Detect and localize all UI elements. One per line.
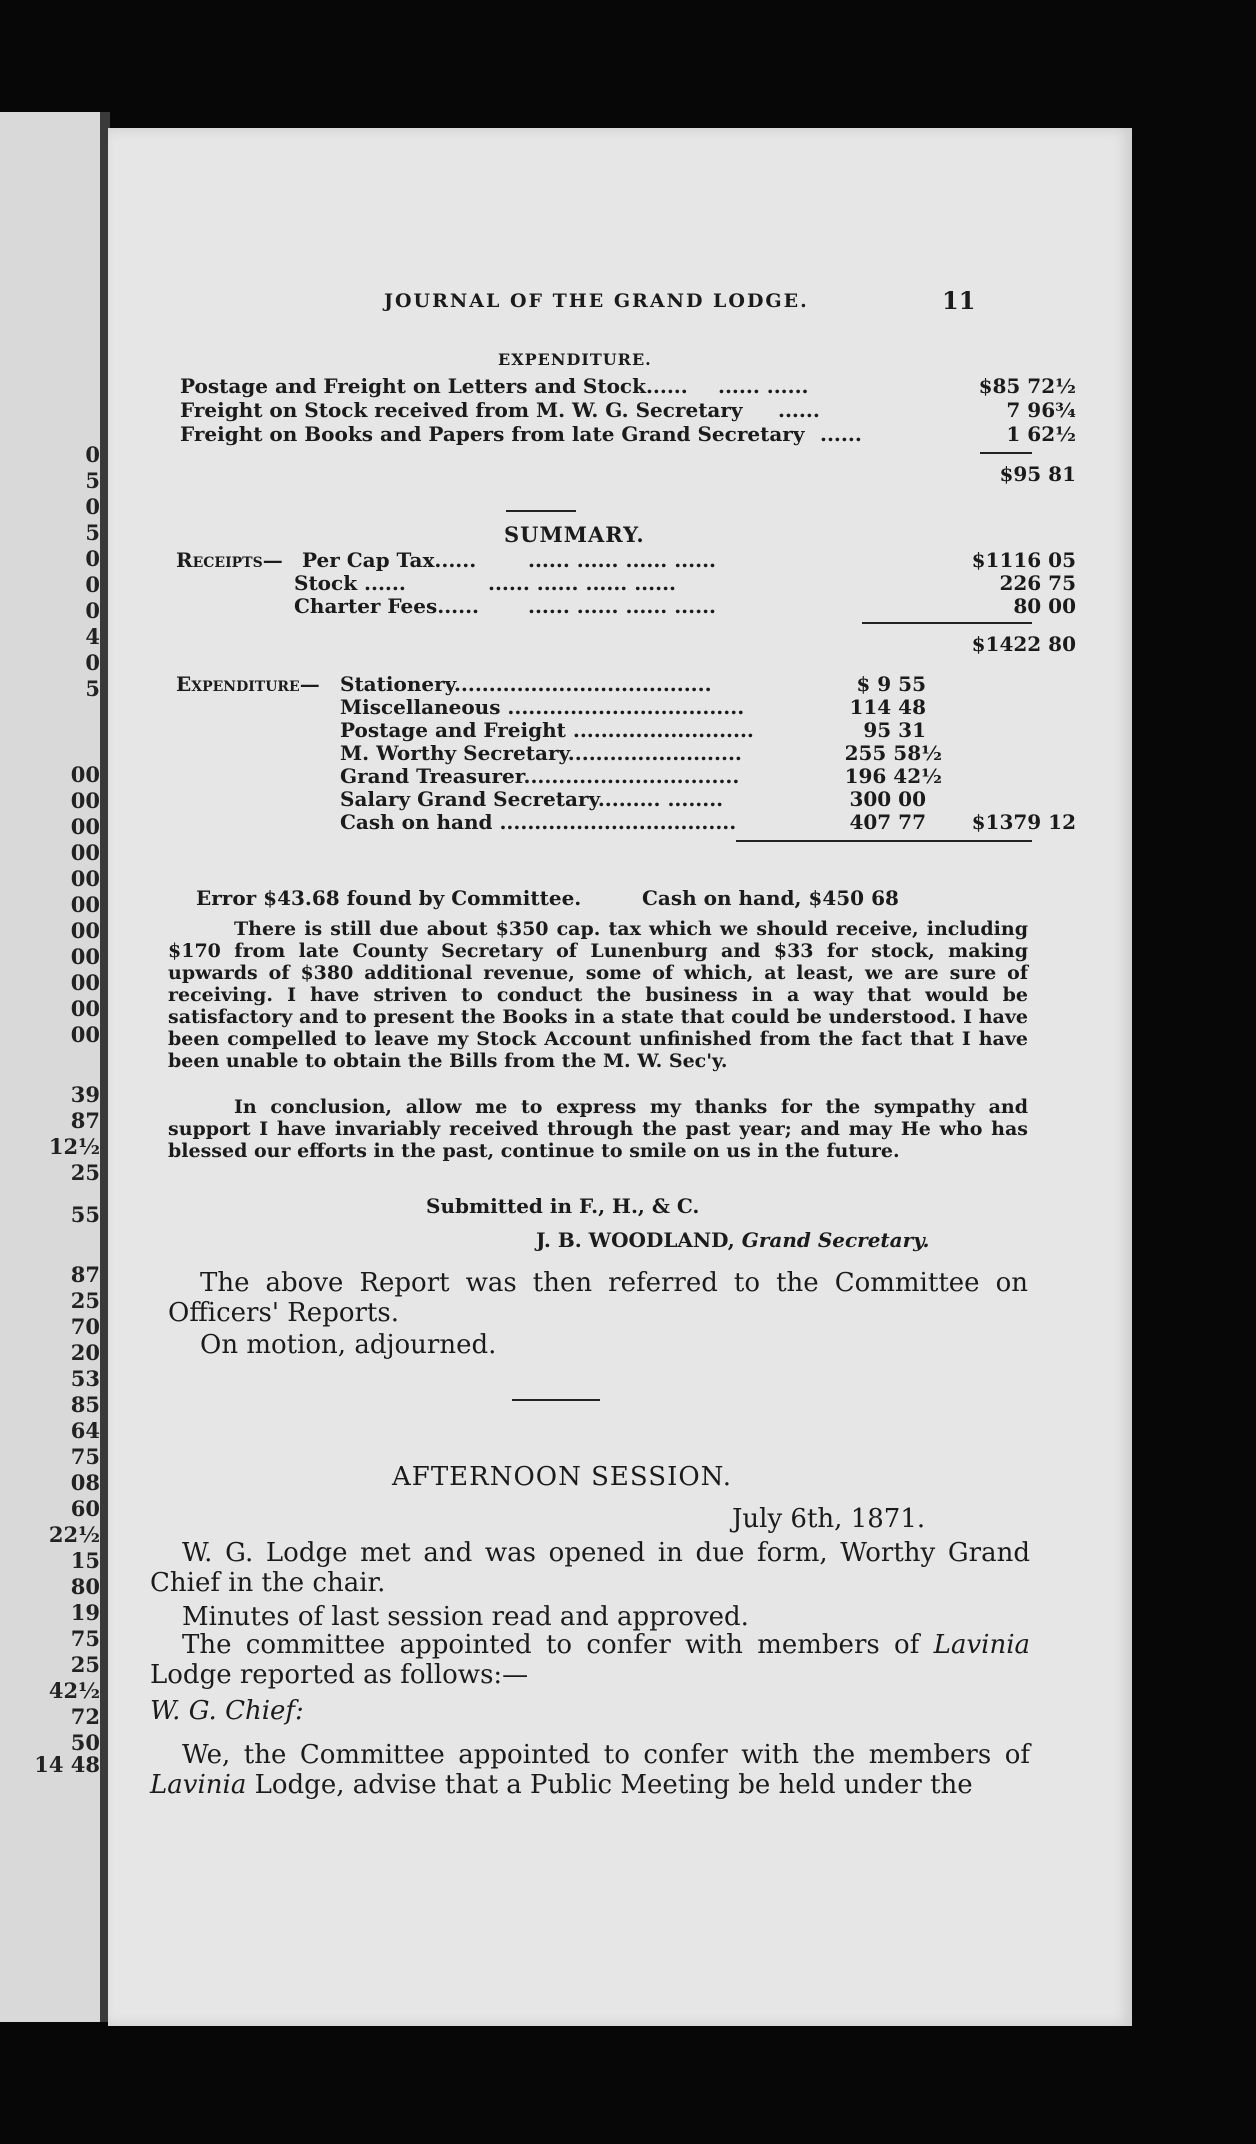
expenditure-item-1-dots: ...... ...... [718,374,809,398]
summary-expenditure-4: M. Worthy Secretary......................... [340,741,742,765]
left-margin-number: 00 [70,944,100,969]
expenditure-item-2: Freight on Stock received from M. W. G. Secretary [180,398,743,422]
left-margin-number: 72 [70,1704,100,1729]
left-margin-numbers-c [49,1082,100,1186]
expenditure-total-rule [980,452,1032,454]
summary-expenditure-7: Cash on hand .................................. [340,810,737,834]
left-margin-number: 00 [70,970,100,995]
left-margin-number: 75 [70,1444,100,1469]
expenditure-summary-label: Expenditure— [176,672,320,696]
left-margin-number: 0 [85,650,100,675]
left-margin-number: 22½ [48,1522,100,1547]
left-margin-total-c: 55 [70,1202,100,1227]
submitted-line: Submitted in F., H., & C. [426,1194,700,1218]
left-margin-number: 00 [70,840,100,865]
report-referral: The above Report was then referred to the Committee on Officers' Reports. [168,1268,1028,1328]
summary-final-rule [736,840,1032,842]
left-margin-number: 00 [70,814,100,839]
journal-page [108,128,1132,2026]
left-margin-number: 20 [70,1340,100,1365]
left-margin-number: 15 [70,1548,100,1573]
left-margin-number: 00 [70,866,100,891]
section-rule-1 [506,510,576,512]
summary-expenditure-5-amount: 196 42½ [844,764,942,788]
left-margin-number: 87 [70,1262,100,1287]
left-margin-numbers-b [71,762,100,1048]
signature [536,1228,929,1252]
receipt-item-1: Per Cap Tax...... [302,548,477,572]
summary-expenditure-2-amount: 114 48 [849,695,926,719]
expenditure-item-2-amount: 7 96¾ [1006,398,1076,422]
left-margin-number: 70 [70,1314,100,1339]
signature-title: Grand Secretary. [741,1228,930,1252]
left-margin-number: 00 [70,918,100,943]
left-margin-number: 87 [70,1108,100,1133]
summary-expenditure-6: Salary Grand Secretary......... ........ [340,787,724,811]
left-margin-numbers-a [85,442,100,702]
left-margin-number: 00 [70,788,100,813]
summary-title: SUMMARY. [504,522,645,547]
summary-expenditure-6-amount: 300 00 [849,787,926,811]
left-margin-number: 80 [70,1574,100,1599]
section-rule-2 [512,1399,600,1401]
summary-expenditure-3-amount: 95 31 [863,718,926,742]
error-note: Error $43.68 found by Committee. [196,886,582,910]
expenditure-item-3: Freight on Books and Papers from late Grand Secretary [180,422,805,446]
left-margin-numbers-d [49,1262,100,1756]
receipt-item-1-dots: ...... ...... ...... ...... [528,548,716,572]
summary-expenditure-4-amount: 255 58½ [844,741,942,765]
left-margin-number: 4 [85,624,100,649]
receipt-item-2-dots: ...... ...... ...... ...... [488,571,676,595]
expenditure-summary-total: $1379 12 [971,810,1076,834]
cash-note: Cash on hand, $450 68 [642,886,899,910]
committee-paragraph: We, the Committee appointed to confer with the members of Lavinia Lodge, advise that a Public Meeting be held under the [150,1740,1030,1800]
receipts-total-rule [862,622,1032,624]
expenditure-item-3-amount: 1 62½ [1006,422,1076,446]
expenditure-item-3-dots: ...... [820,422,862,446]
secretary-paragraph-2: In conclusion, allow me to express my thanks for the sympathy and support I have invariably received through the past year; and may He who has blessed our efforts in the past, continue to smile on us in the future. [168,1096,1028,1162]
signature-name: J. B. WOODLAND, [536,1228,735,1252]
afternoon-paragraph-3: The committee appointed to confer with members of Lavinia Lodge reported as follows:— [150,1630,1031,1690]
receipt-item-1-amount: $1116 05 [971,548,1076,572]
summary-expenditure-5: Grand Treasurer............................... [340,764,740,788]
afternoon-session-title: AFTERNOON SESSION. [392,1462,733,1492]
receipt-item-3-amount: 80 00 [1013,594,1076,618]
expenditure-item-1-amount: $85 72½ [978,374,1076,398]
left-margin-number: 08 [70,1470,100,1495]
left-margin-number: 0 [85,546,100,571]
left-facing-page [0,112,104,2022]
secretary-paragraph-1: There is still due about $350 cap. tax which we should receive, including $170 from late County Secretary of Lunenburg and $33 for stock, making upwards of $380 additional revenue, some of which, at least, we are sure of receiving. I have striven to conduct the business in a way that would be satisfactory and to present the Books in a state that could be understood. I have been compelled to leave my Stock Account unfinished from the fact that I have been unable to obtain the Bills from the M. W. Sec'y. [168,918,1028,1072]
receipt-item-3: Charter Fees...... [294,594,480,618]
left-margin-number: 0 [85,494,100,519]
left-margin-number: 64 [70,1418,100,1443]
left-margin-number: 5 [85,468,100,493]
left-margin-total-d: 14 48 [34,1752,100,1777]
summary-expenditure-1-amount: $ 9 55 [856,672,926,696]
running-header: JOURNAL OF THE GRAND LODGE. [384,290,809,312]
left-margin-number: 00 [70,996,100,1021]
left-margin-number: 0 [85,442,100,467]
receipt-item-2: Stock ...... [294,571,406,595]
left-margin-number: 00 [70,762,100,787]
left-margin-number: 5 [85,676,100,701]
receipt-item-2-amount: 226 75 [999,571,1076,595]
summary-expenditure-2: Miscellaneous .................................. [340,695,745,719]
expenditure-item-1: Postage and Freight on Letters and Stock...... [180,374,688,398]
receipts-total: $1422 80 [971,632,1076,656]
afternoon-paragraph-1: W. G. Lodge met and was opened in due form, Worthy Grand Chief in the chair. [150,1538,1030,1598]
expenditure-item-2-dots: ...... [778,398,820,422]
left-margin-number: 0 [85,598,100,623]
adjourned-line: On motion, adjourned. [200,1330,497,1360]
left-margin-number: 85 [70,1392,100,1417]
page-number: 11 [942,286,976,315]
left-margin-number: 60 [70,1496,100,1521]
summary-expenditure-7-amount: 407 77 [849,810,926,834]
receipt-item-3-dots: ...... ...... ...... ...... [528,594,716,618]
left-margin-number: 5 [85,520,100,545]
receipts-label: Receipts— [176,548,283,572]
left-margin-number: 53 [70,1366,100,1391]
session-date: July 6th, 1871. [732,1504,926,1534]
left-margin-number: 0 [85,572,100,597]
expenditure-title: EXPENDITURE. [498,350,652,369]
left-margin-number: 25 [70,1288,100,1313]
afternoon-paragraph-2: Minutes of last session read and approved. [182,1602,749,1632]
left-margin-number: 25 [70,1160,100,1185]
left-margin-number: 50 [70,1730,100,1755]
left-margin-number: 00 [70,1022,100,1047]
summary-expenditure-3: Postage and Freight .......................... [340,718,754,742]
left-margin-number: 19 [70,1600,100,1625]
salutation: W. G. Chief: [150,1696,304,1726]
left-margin-number: 12½ [48,1134,100,1159]
summary-expenditure-1: Stationery..................................... [340,672,712,696]
left-margin-number: 00 [70,892,100,917]
left-margin-number: 42½ [48,1678,100,1703]
left-margin-number: 39 [70,1082,100,1107]
left-margin-number: 25 [70,1652,100,1677]
left-margin-number: 75 [70,1626,100,1651]
expenditure-total: $95 81 [999,462,1076,486]
